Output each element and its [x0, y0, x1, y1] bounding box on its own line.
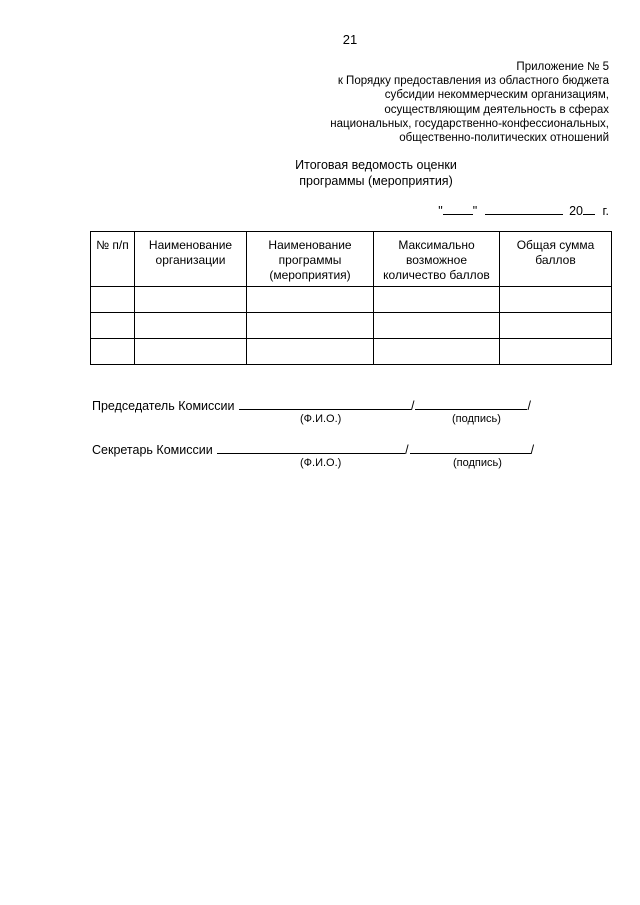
month-blank[interactable] — [485, 202, 563, 215]
header-organization: Наименование организации — [135, 232, 247, 287]
table-cell[interactable] — [500, 339, 612, 365]
separator: / — [530, 443, 535, 457]
day-blank[interactable] — [443, 202, 473, 215]
table-cell[interactable] — [135, 313, 247, 339]
separator: / — [410, 399, 415, 413]
secretary-fio-line[interactable] — [217, 441, 405, 454]
table-cell[interactable] — [91, 287, 135, 313]
appendix-line: Приложение № 5 — [516, 61, 609, 73]
table-cell[interactable] — [247, 313, 374, 339]
table-row — [91, 313, 612, 339]
secretary-signature-caption: (подпись) — [453, 457, 502, 469]
table-cell[interactable] — [374, 313, 500, 339]
table-cell[interactable] — [247, 339, 374, 365]
chairman-label: Председатель Комиссии — [92, 399, 235, 413]
chairman-signature-caption: (подпись) — [452, 413, 501, 425]
table-cell[interactable] — [374, 339, 500, 365]
secretary-fio-caption: (Ф.И.О.) — [300, 457, 342, 469]
year-blank[interactable] — [583, 202, 595, 215]
date-quote-open: " — [438, 204, 443, 218]
table-cell[interactable] — [91, 339, 135, 365]
separator: / — [527, 399, 531, 413]
table-cell[interactable] — [374, 287, 500, 313]
secretary-signature-row — [92, 441, 534, 457]
header-program: Наименование программы (мероприятия) — [247, 232, 374, 287]
secretary-label: Секретарь Комиссии — [92, 443, 213, 457]
table-cell[interactable] — [135, 339, 247, 365]
appendix-line: субсидии некоммерческим организациям, — [384, 89, 609, 102]
title-line: программы (мероприятия) — [299, 174, 453, 188]
table-row — [91, 287, 612, 313]
table-cell[interactable] — [91, 313, 135, 339]
year-prefix: 20 — [569, 204, 583, 218]
appendix-line: к Порядку предоставления из областного бюджета — [337, 75, 609, 88]
appendix-line: общественно-политических отношений — [399, 132, 609, 145]
appendix-line: осуществляющим деятельность в сферах — [384, 103, 609, 116]
page-number: 21 — [342, 32, 358, 47]
document-title — [0, 157, 640, 189]
table-row — [91, 339, 612, 365]
header-max-score: Максимально возможное количество баллов — [374, 232, 500, 287]
date-quote-close: " — [472, 204, 478, 218]
assessment-table — [90, 231, 612, 365]
header-number: № п/п — [91, 232, 135, 287]
appendix-header — [330, 60, 609, 145]
table-cell[interactable] — [500, 313, 612, 339]
table-cell[interactable] — [135, 287, 247, 313]
table-cell[interactable] — [247, 287, 374, 313]
appendix-line: национальных, государственно-конфессиональных, — [330, 117, 609, 130]
chairman-fio-caption: (Ф.И.О.) — [300, 413, 342, 425]
chairman-signature-row — [92, 397, 531, 413]
year-suffix: г. — [602, 204, 609, 218]
chairman-signature-line[interactable] — [415, 397, 527, 410]
separator: / — [405, 443, 409, 457]
date-line — [438, 202, 609, 218]
title-line: Итоговая ведомость оценки — [295, 158, 457, 172]
chairman-fio-line[interactable] — [239, 397, 411, 410]
secretary-signature-line[interactable] — [410, 441, 531, 454]
header-total-score: Общая сумма баллов — [500, 232, 612, 287]
table-cell[interactable] — [500, 287, 612, 313]
table-header-row — [91, 232, 612, 287]
